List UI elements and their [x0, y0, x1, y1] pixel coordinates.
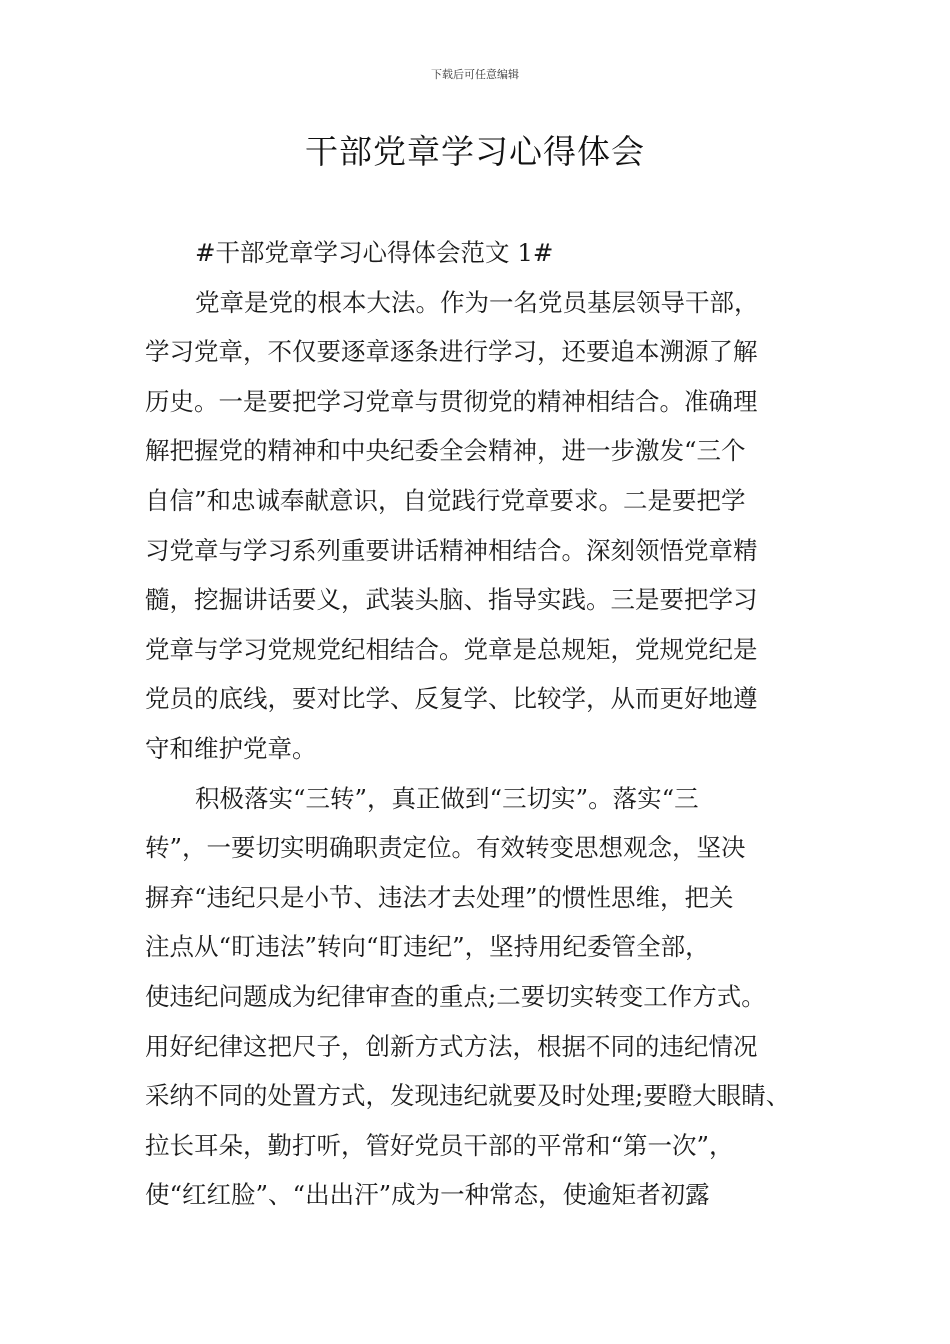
paragraph-line: 守和维护党章。: [145, 733, 317, 763]
paragraph-line: 拉长耳朵，勤打听，管好党员干部的平常和“第一次”，: [145, 1130, 734, 1160]
paragraph-line: 党员的底线，要对比学、反复学、比较学，从而更好地遵: [145, 684, 758, 714]
paragraph-line: 党章是党的根本大法。作为一名党员基层领导干部，: [195, 287, 759, 317]
paragraph-line: 学习党章，不仅要逐章逐条进行学习，还要追本溯源了解: [145, 337, 758, 367]
paragraph-line: 用好纪律这把尺子，创新方式方法，根据不同的违纪情况: [145, 1031, 758, 1061]
paragraph-line: 摒弃“违纪只是小节、违法才去处理”的惯性思维，把关: [145, 882, 734, 912]
paragraph-line: 转”，一要切实明确职责定位。有效转变思想观念，坚决: [145, 833, 746, 863]
paragraph-line: 自信”和忠诚奉献意识，自觉践行党章要求。二是要把学: [145, 485, 746, 515]
paragraph-line: 党章与学习党规党纪相结合。党章是总规矩，党规党纪是: [145, 634, 758, 664]
paragraph-line: 采纳不同的处置方式，发现违纪就要及时处理;要瞪大眼睛、: [145, 1081, 791, 1111]
paragraph-line: 使“红红脸”、“出出汗”成为一种常态，使逾矩者初露: [145, 1180, 710, 1210]
document-title: 干部党章学习心得体会: [305, 132, 645, 171]
paragraph-line: 注点从“盯违法”转向“盯违纪”，坚持用纪委管全部，: [145, 932, 710, 962]
paragraph-line: 积极落实“三转”，真正做到“三切实”。落实“三: [195, 783, 699, 813]
paragraph-line: 髓，挖掘讲话要义，武装头脑、指导实践。三是要把学习: [145, 585, 758, 615]
document-body: [145, 228, 813, 1220]
section-heading: #干部党章学习心得体会范文 1#: [195, 238, 554, 267]
paragraph-line: 解把握党的精神和中央纪委全会精神，进一步激发“三个: [145, 436, 746, 466]
header-note: 下载后可任意编辑: [431, 68, 519, 81]
paragraph-line: 历史。一是要把学习党章与贯彻党的精神相结合。准确理: [145, 386, 758, 416]
paragraph-line: 习党章与学习系列重要讲话精神相结合。深刻领悟党章精: [145, 535, 758, 565]
paragraph-line: 使违纪问题成为纪律审查的重点;二要切实转变工作方式。: [145, 981, 766, 1011]
